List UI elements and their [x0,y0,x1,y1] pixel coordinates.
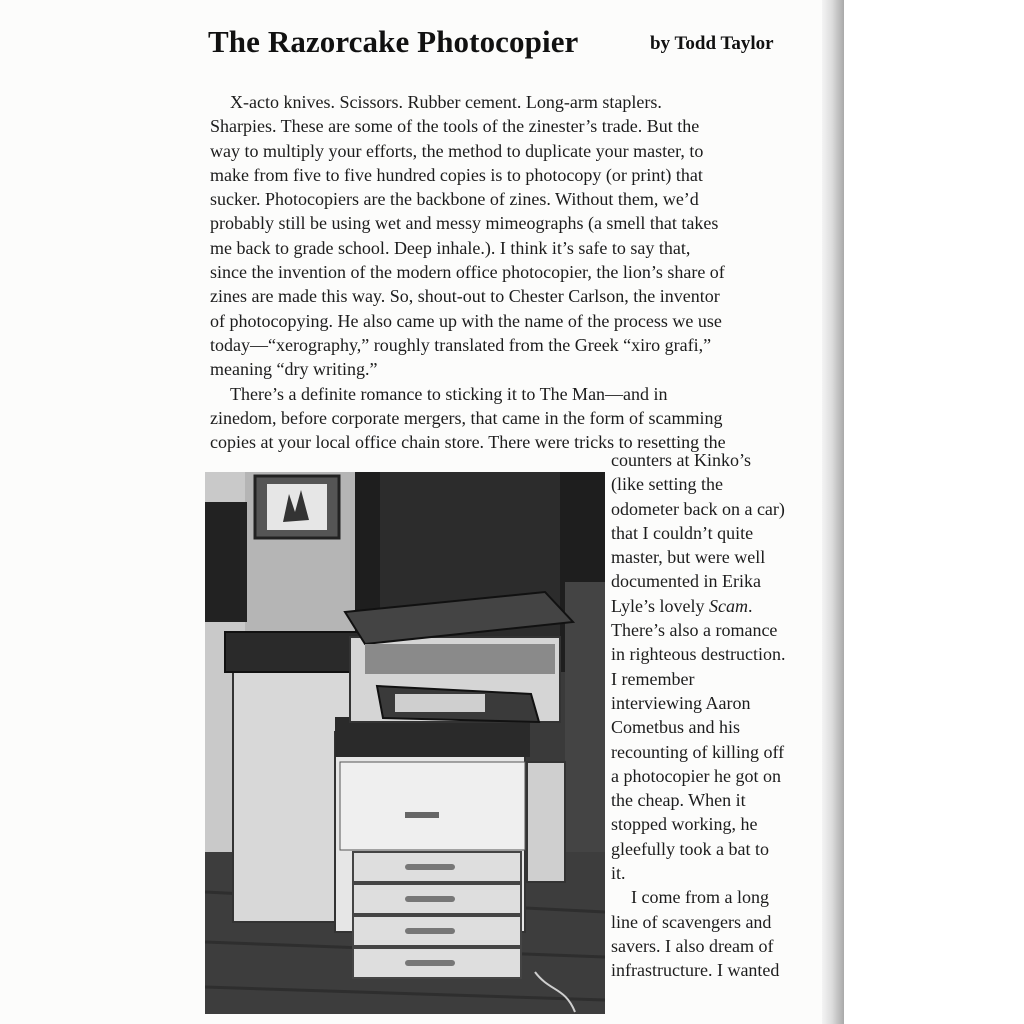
side-line: Lyle’s lovely [611,595,709,616]
photo-left-shadow [205,502,247,622]
side-line: that I couldn’t quite [611,522,754,543]
article-body [210,90,826,454]
body-line: zines are made this way. So, shout-out to Chester Carlson, the inventor [210,286,720,307]
side-line: (like setting the [611,474,723,495]
side-line: the cheap. When it [611,790,746,811]
side-line: interviewing Aaron [611,692,751,713]
side-line: documented in Erika [611,571,761,592]
photo-copier-finisher-top [225,632,365,672]
book-title-scam: Scam [709,595,748,616]
photo-side-tray [527,762,565,882]
side-line: I remember [611,668,695,689]
side-line: line of scavengers and [611,911,772,932]
punctuation: . [748,595,753,616]
side-line: recounting of killing off [611,741,785,762]
photo-drawer-handle [405,864,455,870]
body-line: X-acto knives. Scissors. Rubber cement. Long-arm staplers. [230,92,662,112]
side-line: in righteous destruction. [611,644,786,665]
side-line-with-title [611,594,826,618]
title-line [208,24,808,68]
article-byline: by Todd Taylor [650,33,774,54]
photo-scanner-glass [365,644,555,674]
body-line: probably still be using wet and messy mimeographs (a smell that takes [210,213,719,234]
side-line: a photocopier he got on [611,765,781,786]
photo-drawer-handle [405,928,455,934]
body-line: today—“xerography,” roughly translated from the Greek “xiro grafi,” [210,334,712,355]
article-title: The Razorcake Photocopier [208,24,579,59]
body-line: meaning “dry writing.” [210,359,378,380]
photocopier-photo [205,472,605,1014]
body-line: Sharpies. These are some of the tools of the zinester’s trade. But the [210,116,700,137]
photo-drawer-handle [405,960,455,966]
side-line: Cometbus and his [611,717,740,738]
body-line: There’s a definite romance to sticking it to The Man—and in [230,383,668,404]
body-line: way to multiply your efforts, the method to duplicate your master, to [210,140,704,161]
side-line: stopped working, he [611,814,758,835]
side-line: counters at Kinko’s [611,450,751,470]
article-side-column [611,448,826,983]
body-line: sucker. Photocopiers are the backbone of zines. Without them, we’d [210,189,699,210]
body-line: of photocopying. He also came up with the name of the process we use [210,310,722,331]
photo-touchscreen [395,694,485,712]
photo-copier-front-panel [340,762,525,850]
side-line: savers. I also dream of [611,935,774,956]
photo-ricoh-logo [405,812,439,818]
body-line: zinedom, before corporate mergers, that came in the form of scamming [210,407,723,428]
side-line: I come from a long [631,887,769,908]
side-line: There’s also a romance [611,620,778,641]
body-line: copies at your local office chain store. There were tricks to resetting the [210,432,726,453]
side-line: infrastructure. I wanted [611,960,780,981]
side-line: odometer back on a car) [611,498,785,519]
body-line: me back to grade school. Deep inhale.). I think it’s safe to say that, [210,237,691,258]
side-line: gleefully took a bat to [611,838,769,859]
side-line: master, but were well [611,547,766,568]
body-line: since the invention of the modern office photocopier, the lion’s share of [210,262,725,283]
photo-drawer-handle [405,896,455,902]
side-line: it. [611,863,626,884]
body-line: make from five to five hundred copies is to photocopy (or print) that [210,164,703,185]
